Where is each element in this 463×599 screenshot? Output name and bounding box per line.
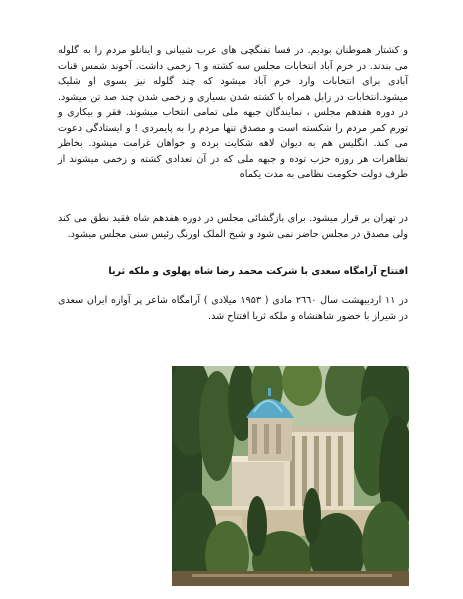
saadi-tomb-illustration (172, 366, 409, 586)
body-paragraph: در تهران بر قرار میشود. برای بازگشائی مجلس در دوره هفدهم شاه فقید نطق می کند ولی مصدق در مجلس حاضر نمی شود و شیخ الملک اورنگ رئیس سنی مجلس میشود. (58, 213, 408, 240)
body-paragraph: و کشتار هموطنان بودیم. در فسا تفنگچی های عرب شیبانی و اینانلو مردم را به گلوله می بندند. در خرم آباد انتخابات مجلس سه کشته و ٦ زخمی داشت. آخوند شمس قنات آبادی برای انتخابات وارد خرم آباد میشود که چند گلوله نیز بسوی او شلیک میشود.انتخابات در زابل همراه با کشته شدن بسیاری و زخمی شدن چند صد تن میشود. در دوره هفدهم مجلس ، نمایندگان جبهه ملی تمامی انتخاب میشوند. فقر و بیکاری و تورم کمر مردم را شکسته است و مصدق تنها مردم را به پایمردی ! و ایستادگی دعوت می کند. انگلیس هم به دیوان لاهه شکایت برده و خواهان غرامت میشود. بخاطر تظاهرات هر روزه حزب توده و جبهه ملی که در آن تعدادی کشته و زخمی میشوند از طرف دولت حکومت نظامی به مدت یکماه (58, 45, 409, 180)
body-paragraph: در ۱۱ اردیبهشت سال ۲٦٦٠ مادی ( ۱۹۵۳ میلادی ) آرامگاه شاعر پر آوازه ایران سعدی در شیراز با حضور شاهنشاه و ملکه ثریا افتتاح شد. (58, 295, 408, 322)
saadi-tomb-photo (172, 366, 409, 586)
section-heading: افتتاح آرامگاه سعدی با شرکت محمد رضا شاه پهلوی و ملکه ثریا (108, 266, 408, 277)
